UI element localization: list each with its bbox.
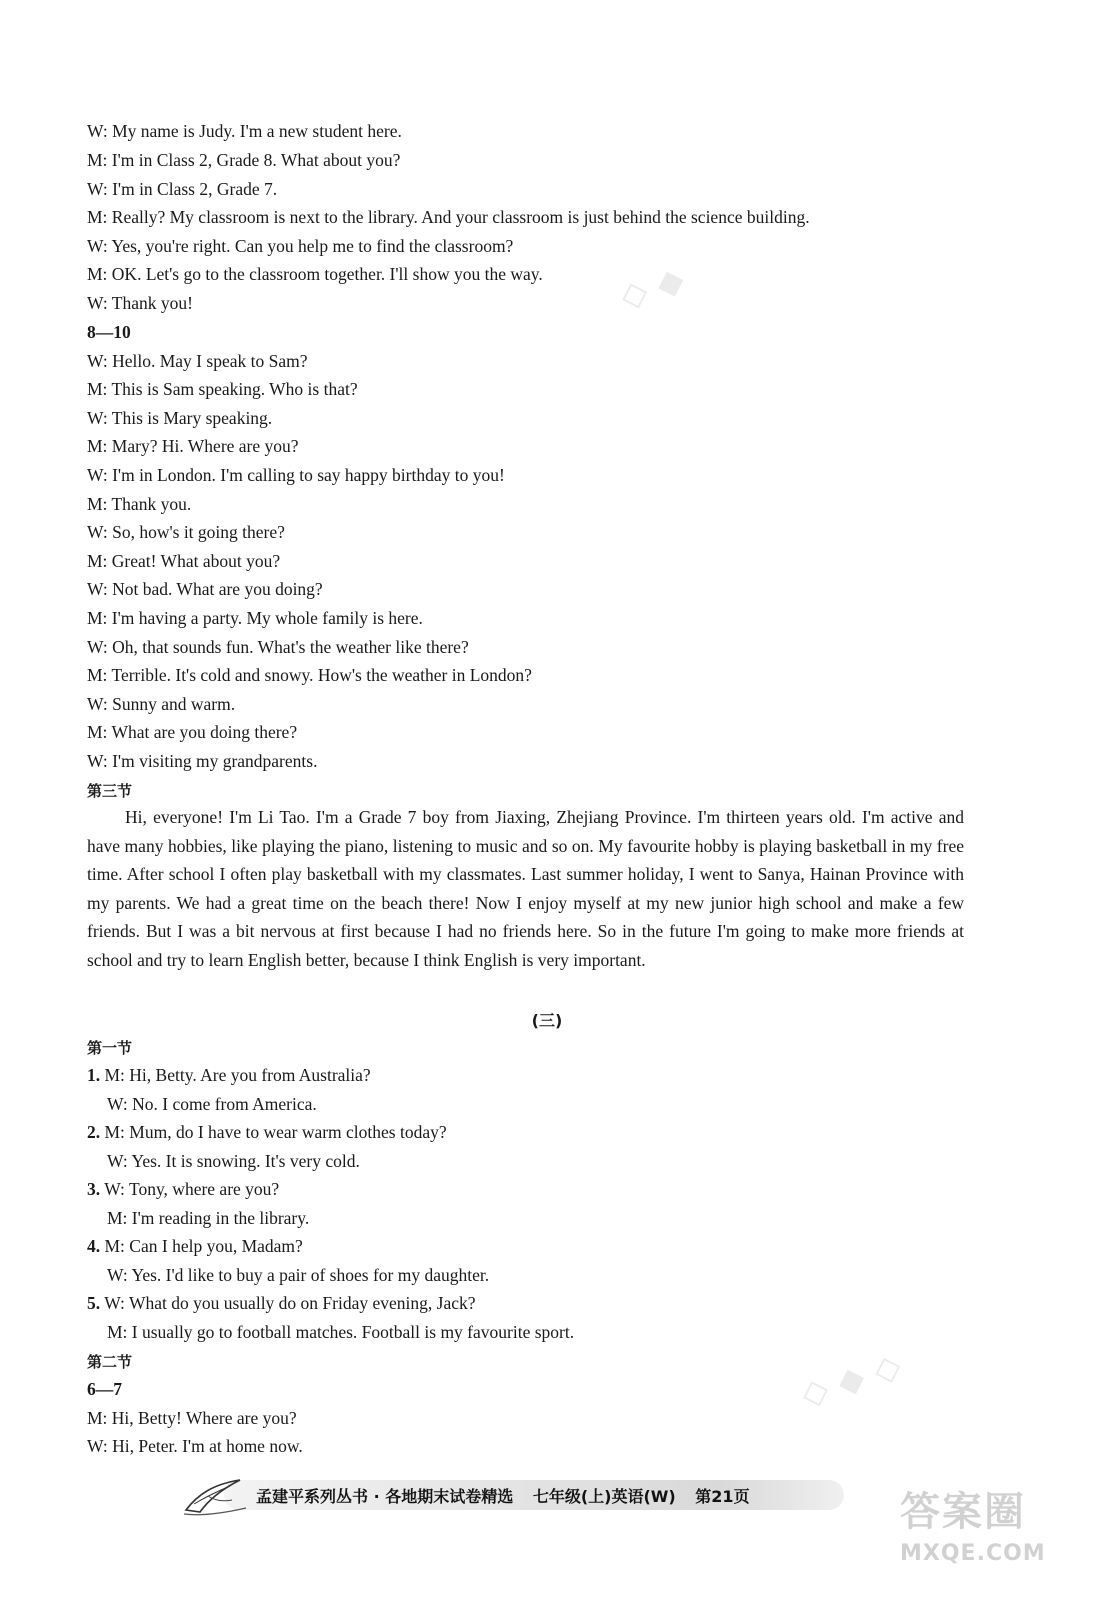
- item-number: 3.: [87, 1179, 101, 1199]
- item-question-text: W: What do you usually do on Friday evening, Jack?: [104, 1293, 476, 1313]
- item-question: [87, 1235, 303, 1257]
- page-number: 第21页: [695, 1487, 750, 1506]
- dialogue-line: M: I'm in Class 2, Grade 8. What about you?: [87, 150, 401, 170]
- dialogue-line: M: Hi, Betty! Where are you?: [87, 1408, 297, 1428]
- dialogue-line: M: What are you doing there?: [87, 722, 298, 742]
- item-number: 1.: [87, 1065, 101, 1085]
- footer-grade: 七年级(上)英语(W): [532, 1487, 676, 1506]
- dialogue-line: W: Thank you!: [87, 293, 193, 313]
- item-question-text: M: Hi, Betty. Are you from Australia?: [104, 1065, 371, 1085]
- section-heading: 第二节: [87, 1353, 133, 1371]
- dialogue-line: W: Not bad. What are you doing?: [87, 579, 323, 599]
- item-number: 2.: [87, 1122, 101, 1142]
- faint-watermark: ◇ ◆ ◇: [796, 1345, 906, 1415]
- item-answer: M: I usually go to football matches. Football is my favourite sport.: [107, 1322, 575, 1342]
- dialogue-line: W: I'm visiting my grandparents.: [87, 751, 318, 771]
- dialogue-line: W: My name is Judy. I'm a new student here.: [87, 121, 402, 141]
- dialogue-line: W: I'm in London. I'm calling to say happy birthday to you!: [87, 465, 505, 485]
- page-footer: [180, 1474, 860, 1518]
- item-number: 4.: [87, 1236, 101, 1256]
- dialogue-line: W: So, how's it going there?: [87, 522, 285, 542]
- dialogue-line: M: This is Sam speaking. Who is that?: [87, 379, 358, 399]
- quill-logo-icon: [180, 1474, 252, 1518]
- section-heading: 第三节: [87, 782, 133, 800]
- dialogue-line: W: I'm in Class 2, Grade 7.: [87, 179, 278, 199]
- dialogue-line: M: OK. Let's go to the classroom together. I'll show you the way.: [87, 264, 543, 284]
- dialogue-line: M: Mary? Hi. Where are you?: [87, 436, 299, 456]
- watermark-site: MXQE.COM: [900, 1541, 1046, 1566]
- dialogue-line: W: Yes, you're right. Can you help me to find the classroom?: [87, 236, 514, 256]
- item-answer: M: I'm reading in the library.: [107, 1208, 310, 1228]
- item-answer: W: Yes. I'd like to buy a pair of shoes for my daughter.: [107, 1265, 490, 1285]
- dialogue-line: W: Oh, that sounds fun. What's the weather like there?: [87, 637, 469, 657]
- dialogue-line: W: Hi, Peter. I'm at home now.: [87, 1436, 303, 1456]
- dialogue-line: W: This is Mary speaking.: [87, 408, 273, 428]
- dialogue-line: M: Really? My classroom is next to the library. And your classroom is just behind the science building.: [87, 207, 810, 227]
- item-answer: W: Yes. It is snowing. It's very cold.: [107, 1151, 360, 1171]
- question-range-label: 6—7: [87, 1379, 122, 1399]
- dialogue-line: M: I'm having a party. My whole family is here.: [87, 608, 423, 628]
- footer-series: 孟建平系列丛书 · 各地期末试卷精选: [256, 1487, 514, 1506]
- item-question-text: M: Mum, do I have to wear warm clothes today?: [104, 1122, 447, 1142]
- dialogue-line: M: Thank you.: [87, 494, 192, 514]
- item-question-text: W: Tony, where are you?: [104, 1179, 280, 1199]
- section-heading: 第一节: [87, 1039, 133, 1057]
- question-range-label: 8—10: [87, 322, 131, 342]
- brand-watermark: [900, 1480, 1046, 1566]
- item-question: [87, 1121, 447, 1143]
- item-answer: W: No. I come from America.: [107, 1094, 317, 1114]
- passage: Hi, everyone! I'm Li Tao. I'm a Grade 7 boy from Jiaxing, Zhejiang Province. I'm thirteen years old. I'm active and have many hobbies, like playing the piano, listening to music and so on. My favourite hobby is playing basketball in my free time. After school I often play basketball with my classmates. Last summer holiday, I went to Sanya, Hainan Province with my parents. We had a great time on the beach there! Now I enjoy myself at my new junior high school and make a few friends. But I was a bit nervous at first because I had no friends here. So in the future I'm going to make more friends at school and try to learn English better, because I think English is very important.: [87, 807, 964, 970]
- watermark-brand: 答案圈: [900, 1489, 1026, 1535]
- item-question: [87, 1292, 476, 1314]
- item-number: 5.: [87, 1293, 101, 1313]
- part-title: (三): [531, 1011, 563, 1030]
- dialogue-line: M: Great! What about you?: [87, 551, 281, 571]
- item-question-text: M: Can I help you, Madam?: [104, 1236, 303, 1256]
- dialogue-line: W: Hello. May I speak to Sam?: [87, 351, 308, 371]
- faint-watermark: ◇ ◆: [615, 259, 689, 317]
- dialogue-line: M: Terrible. It's cold and snowy. How's the weather in London?: [87, 665, 532, 685]
- footer-text: [256, 1484, 750, 1507]
- item-question: [87, 1178, 279, 1200]
- item-question: [87, 1064, 371, 1086]
- dialogue-line: W: Sunny and warm.: [87, 694, 236, 714]
